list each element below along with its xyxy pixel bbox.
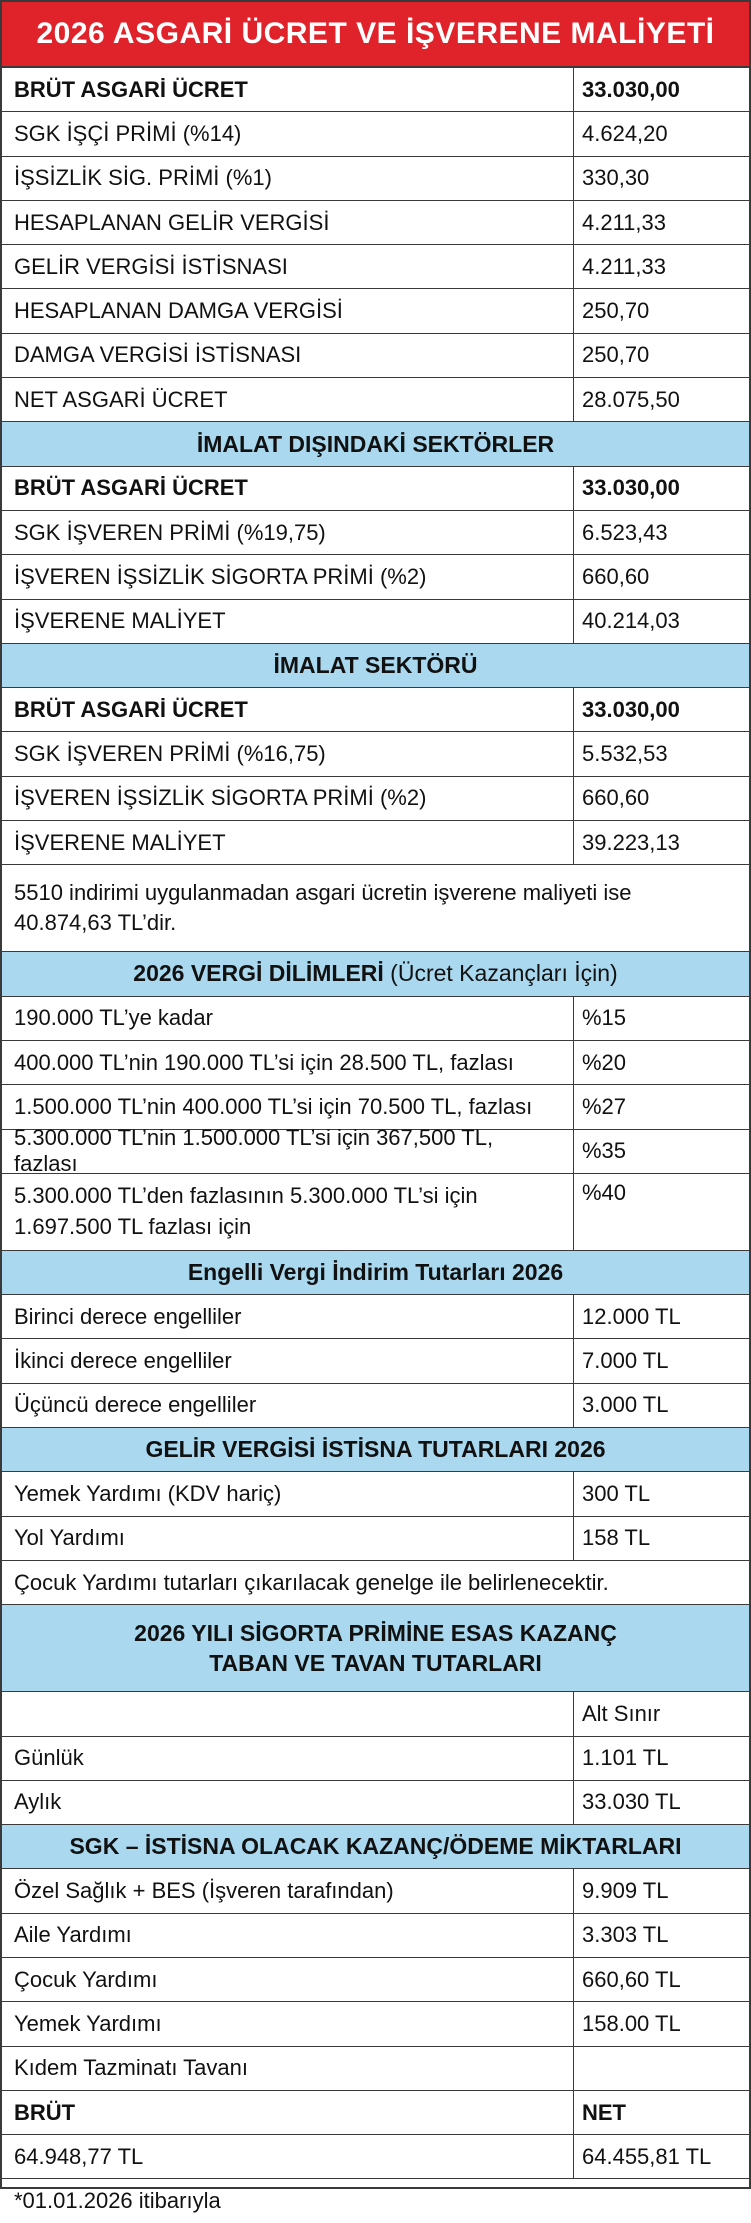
section-heading-text: GELİR VERGİSİ İSTİSNA TUTARLARI 2026 (145, 1436, 606, 1463)
row-label: NET ASGARİ ÜCRET (2, 378, 574, 421)
row-value: 39.223,13 (582, 829, 680, 855)
row-value: %15 (582, 1005, 627, 1031)
section-heading-disability (2, 1251, 749, 1295)
row-value: 4.624,20 (582, 120, 668, 146)
section-heading-insurance-base (2, 1605, 749, 1692)
table-row (2, 555, 749, 599)
section-heading-tax-brackets (2, 952, 749, 996)
row-label: Üçüncü derece engelliler (2, 1384, 574, 1427)
table-row (2, 1041, 749, 1085)
row-value: 3.303 TL (582, 1922, 669, 1948)
row-label (2, 1174, 574, 1250)
row-value: 4.211,33 (582, 253, 667, 279)
section-heading-text: 2026 VERGİ DİLİMLERİ (133, 960, 384, 987)
section-heading-income-tax-exemption (2, 1428, 749, 1472)
row-value: %20 (582, 1049, 627, 1075)
row-value: 250,70 (582, 342, 650, 368)
gross-value: 64.948,77 TL (2, 2135, 574, 2178)
row-value: 330,30 (582, 165, 650, 191)
section-heading-sgk-exempt (2, 1825, 749, 1869)
note-line: 5510 indirimi uygulanmadan asgari ücretin işverene maliyeti ise (14, 880, 632, 906)
row-value: 660,60 TL (582, 1966, 681, 1992)
row-label: BRÜT ASGARİ ÜCRET (2, 467, 574, 510)
row-label: Yemek Yardımı (KDV hariç) (2, 1472, 574, 1515)
table-row (2, 1339, 749, 1383)
table-row (2, 1737, 749, 1781)
table-row (2, 777, 749, 821)
table-row (2, 245, 749, 289)
table-row (2, 68, 749, 112)
table-row (2, 1085, 749, 1129)
table-row (2, 1869, 749, 1913)
row-value: 158 TL (582, 1525, 651, 1551)
row-value: 3.000 TL (582, 1392, 669, 1418)
row-value: 7.000 TL (582, 1348, 669, 1374)
table-header-row (2, 2091, 749, 2135)
table-row (2, 289, 749, 333)
table-row (2, 732, 749, 776)
row-label: 400.000 TL’nin 190.000 TL’si için 28.500 TL, fazlası (2, 1041, 574, 1084)
row-label: İŞSİZLİK SİG. PRİMİ (%1) (2, 157, 574, 200)
table-row (2, 1174, 749, 1251)
row-label: 5.300.000 TL’nin 1.500.000 TL’si için 367,500 TL, fazlası (2, 1130, 574, 1173)
column-header-alt-sinir: Alt Sınır (582, 1700, 661, 1726)
table-row (2, 2002, 749, 2046)
row-label: Yol Yardımı (2, 1517, 574, 1560)
row-label: HESAPLANAN GELİR VERGİSİ (2, 201, 574, 244)
column-header-net: NET (582, 2099, 626, 2125)
row-value: 158.00 TL (582, 2010, 681, 2036)
row-label: Günlük (2, 1737, 574, 1780)
row-label-line: 5.300.000 TL’den fazlasının 5.300.000 TL’si için (14, 1182, 478, 1208)
row-label: Kıdem Tazminatı Tavanı (2, 2047, 574, 2090)
section-heading-subtext: (Ücret Kazançları İçin) (383, 960, 618, 987)
row-label: Aile Yardımı (2, 1914, 574, 1957)
section-heading-text: SGK – İSTİSNA OLACAK KAZANÇ/ÖDEME MİKTARLARI (69, 1833, 682, 1860)
section-heading-text: 2026 YILI SİGORTA PRİMİNE ESAS KAZANÇ (134, 1620, 617, 1647)
note-child-allowance: Çocuk Yardımı tutarları çıkarılacak genelge ile belirlenecektir. (2, 1561, 749, 1605)
row-value: 28.075,50 (582, 386, 680, 412)
row-label: Çocuk Yardımı (2, 1958, 574, 2001)
row-label: SGK İŞÇİ PRİMİ (%14) (2, 112, 574, 155)
section-heading-text: İMALAT DIŞINDAKİ SEKTÖRLER (196, 430, 555, 457)
row-value: %40 (582, 1179, 627, 1205)
row-value: 33.030,00 (582, 475, 680, 501)
table-row (2, 201, 749, 245)
row-value: 250,70 (582, 298, 650, 324)
table-row (2, 821, 749, 865)
row-value: 660,60 (582, 563, 650, 589)
net-value: 64.455,81 TL (582, 2143, 712, 2169)
row-label: SGK İŞVEREN PRİMİ (%19,75) (2, 511, 574, 554)
table-row (2, 997, 749, 1041)
row-value (574, 2047, 749, 2090)
table-row (2, 378, 749, 422)
row-label: BRÜT ASGARİ ÜCRET (2, 688, 574, 731)
section-heading-non-manufacturing (2, 422, 749, 466)
table-row (2, 2047, 749, 2091)
row-label: 190.000 TL’ye kadar (2, 997, 574, 1040)
row-value: 6.523,43 (582, 519, 668, 545)
row-label: İŞVERENE MALİYET (2, 600, 574, 643)
table-row (2, 600, 749, 644)
row-value: 12.000 TL (582, 1303, 681, 1329)
row-value: 4.211,33 (582, 209, 667, 235)
table-row (2, 1472, 749, 1516)
row-value: %35 (582, 1138, 627, 1164)
row-label: İŞVERENE MALİYET (2, 821, 574, 864)
row-label: Aylık (2, 1781, 574, 1824)
table-row (2, 467, 749, 511)
row-label: Birinci derece engelliler (2, 1295, 574, 1338)
row-value: 33.030,00 (582, 696, 680, 722)
table-header-row (2, 1692, 749, 1736)
row-value: 40.214,03 (582, 608, 680, 634)
row-label: GELİR VERGİSİ İSTİSNASI (2, 245, 574, 288)
footnote: *01.01.2026 itibarıyla (14, 2188, 221, 2214)
row-label: SGK İŞVEREN PRİMİ (%16,75) (2, 732, 574, 775)
row-label: İkinci derece engelliler (2, 1339, 574, 1382)
table-row (2, 157, 749, 201)
row-label: Yemek Yardımı (2, 2002, 574, 2045)
row-value: 1.101 TL (582, 1745, 669, 1771)
table-row (2, 1384, 749, 1428)
section-heading-text: İMALAT SEKTÖRÜ (273, 652, 478, 678)
table-row (2, 1295, 749, 1339)
note-5510 (2, 865, 749, 952)
row-label: DAMGA VERGİSİ İSTİSNASI (2, 334, 574, 377)
row-value: 5.532,53 (582, 741, 668, 767)
row-value: 300 TL (582, 1480, 651, 1506)
row-label: Özel Sağlık + BES (İşveren tarafından) (2, 1869, 574, 1912)
row-label: 1.500.000 TL’nin 400.000 TL’si için 70.500 TL, fazlası (2, 1085, 574, 1128)
row-label: BRÜT ASGARİ ÜCRET (2, 68, 574, 111)
table-row (2, 1781, 749, 1825)
table-row (2, 511, 749, 555)
table-row (2, 1958, 749, 2002)
row-value: %27 (582, 1093, 627, 1119)
row-label-line: 1.697.500 TL fazlası için (14, 1213, 252, 1239)
row-value: 33.030 TL (582, 1789, 681, 1815)
section-heading-text: Engelli Vergi İndirim Tutarları 2026 (187, 1258, 564, 1285)
table-row (2, 688, 749, 732)
table-row (2, 1914, 749, 1958)
column-header-gross: BRÜT (2, 2091, 574, 2134)
table-row (2, 334, 749, 378)
section-heading-text: TABAN VE TAVAN TUTARLARI (209, 1650, 542, 1677)
table-row (2, 112, 749, 156)
section-heading-manufacturing (2, 644, 749, 688)
row-value: 33.030,00 (582, 76, 680, 102)
table-title: 2026 ASGARİ ÜCRET VE İŞVERENE MALİYETİ (2, 2, 749, 68)
row-value: 660,60 (582, 785, 650, 811)
table-row (2, 1517, 749, 1561)
empty-cell (2, 1692, 574, 1735)
table-row (2, 1125, 749, 1177)
row-value: 9.909 TL (582, 1878, 669, 1904)
row-label: HESAPLANAN DAMGA VERGİSİ (2, 289, 574, 332)
row-label: İŞVEREN İŞSİZLİK SİGORTA PRİMİ (%2) (2, 777, 574, 820)
row-label: İŞVEREN İŞSİZLİK SİGORTA PRİMİ (%2) (2, 555, 574, 598)
table-row (2, 2135, 749, 2179)
note-line: 40.874,63 TL’dir. (14, 910, 177, 936)
